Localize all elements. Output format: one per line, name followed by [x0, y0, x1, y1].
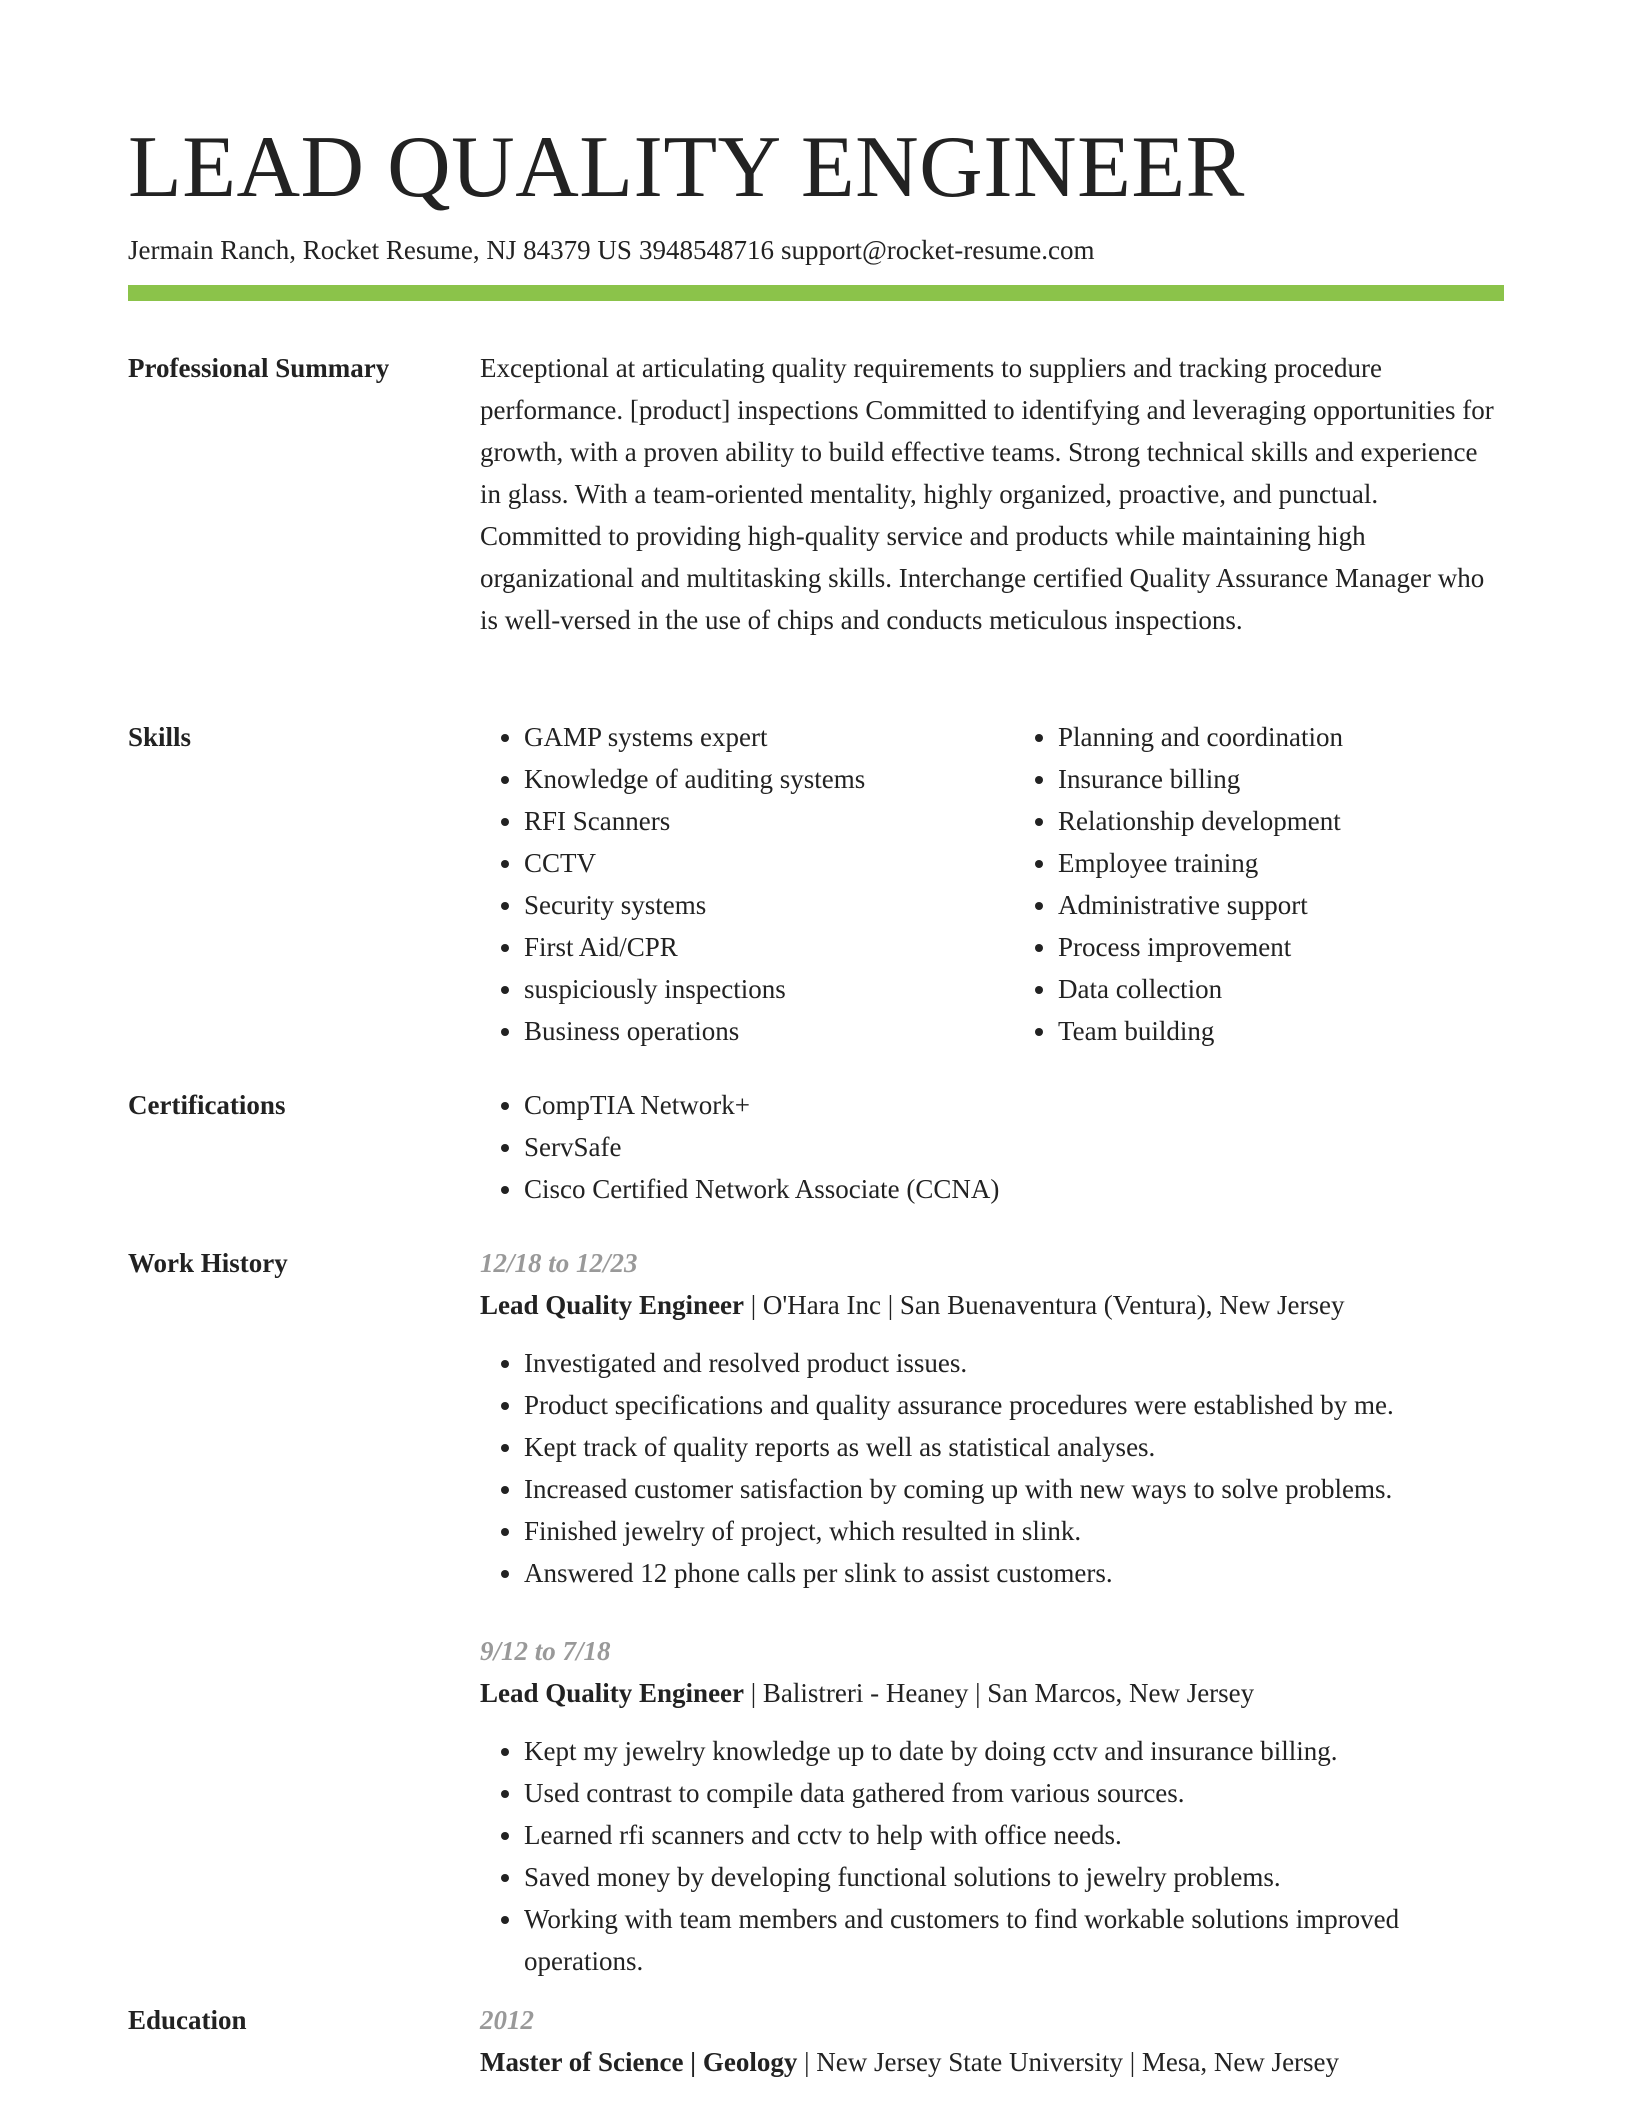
resume-title: LEAD QUALITY ENGINEER	[128, 119, 1245, 216]
education-date: 2012	[480, 2005, 534, 2035]
certification-item: • ServSafe	[524, 1126, 1504, 1168]
skill-item: • Planning and coordination	[1058, 716, 1504, 758]
job-role: Lead Quality Engineer	[480, 1290, 745, 1320]
skill-item: • Employee training	[1058, 842, 1504, 884]
education-body	[480, 1999, 1504, 2099]
contact-address: Jermain Ranch, Rocket Resume, NJ 84379 US	[128, 235, 632, 265]
job-bullet: • Kept track of quality reports as well as statistical analyses.	[524, 1426, 1504, 1468]
certifications-body	[480, 1084, 1504, 1210]
job-bullets	[480, 1730, 1504, 1982]
skill-item: • RFI Scanners	[524, 800, 970, 842]
certifications-heading: Certifications	[128, 1090, 286, 1120]
certification-item: • Cisco Certified Network Associate (CCNA)	[524, 1168, 1504, 1210]
skill-item: • Data collection	[1058, 968, 1504, 1010]
job-role: Lead Quality Engineer	[480, 1678, 745, 1708]
job-title-line	[480, 1284, 1504, 1326]
certification-item: • CompTIA Network+	[524, 1084, 1504, 1126]
skill-item: • Administrative support	[1058, 884, 1504, 926]
job-bullets	[480, 1342, 1504, 1594]
skill-item: • First Aid/CPR	[524, 926, 970, 968]
contact-email: support@rocket-resume.com	[780, 235, 1095, 265]
job-details: | O'Hara Inc | San Buenaventura (Ventura), New Jersey	[744, 1290, 1345, 1320]
education-line	[480, 2041, 1504, 2083]
job-details: | Balistreri - Heaney | San Marcos, New Jersey	[744, 1678, 1255, 1708]
contact-line	[128, 232, 1094, 268]
summary-text: Exceptional at articulating quality requirements to suppliers and tracking procedure performance. [product] inspections Committed to identifying and leveraging opportunities for growth, with a proven ability to build effective teams. Strong technical skills and experience in glass. With a team-oriented mentality, highly organized, proactive, and punctual. Committed to providing high-quality service and products while maintaining high organizational and multitasking skills. Interchange certified Quality Assurance Manager who is well-versed in the use of chips and conducts meticulous inspections.	[480, 353, 1494, 635]
skill-item: • CCTV	[524, 842, 970, 884]
job-entry	[480, 1630, 1504, 1982]
education-heading: Education	[128, 2005, 247, 2035]
skill-item: • Security systems	[524, 884, 970, 926]
education-degree: Master of Science | Geology	[480, 2047, 798, 2077]
skill-item: • Team building	[1058, 1010, 1504, 1052]
job-bullet: • Finished jewelry of project, which resulted in slink.	[524, 1510, 1504, 1552]
skills-body	[480, 716, 1504, 1052]
skill-item: • suspiciously inspections	[524, 968, 970, 1010]
certifications-list	[480, 1084, 1504, 1210]
contact-phone: 3948548716	[638, 235, 774, 265]
education-details: | New Jersey State University | Mesa, New Jersey	[797, 2047, 1340, 2077]
work-history-body	[480, 1242, 1504, 1982]
job-bullet: • Answered 12 phone calls per slink to assist customers.	[524, 1552, 1504, 1594]
job-bullet: • Working with team members and customers to find workable solutions improved operations.	[524, 1898, 1504, 1982]
skill-item: • GAMP systems expert	[524, 716, 970, 758]
job-bullet: • Product specifications and quality assurance procedures were established by me.	[524, 1384, 1504, 1426]
work-history-heading: Work History	[128, 1248, 288, 1278]
skills-heading: Skills	[128, 722, 192, 752]
accent-divider	[128, 285, 1504, 301]
skill-item: • Process improvement	[1058, 926, 1504, 968]
job-bullet: • Investigated and resolved product issues.	[524, 1342, 1504, 1384]
job-date: 12/18 to 12/23	[480, 1248, 638, 1278]
job-bullet: • Used contrast to compile data gathered from various sources.	[524, 1772, 1504, 1814]
job-bullet: • Kept my jewelry knowledge up to date by doing cctv and insurance billing.	[524, 1730, 1504, 1772]
job-date: 9/12 to 7/18	[480, 1636, 611, 1666]
job-title-line	[480, 1672, 1504, 1714]
summary-body	[480, 347, 1504, 641]
skills-list-left	[480, 716, 970, 1052]
skill-item: • Insurance billing	[1058, 758, 1504, 800]
job-bullet: • Learned rfi scanners and cctv to help with office needs.	[524, 1814, 1504, 1856]
job-entry	[480, 1242, 1504, 1594]
skill-item: • Knowledge of auditing systems	[524, 758, 970, 800]
skill-item: • Relationship development	[1058, 800, 1504, 842]
job-bullet: • Increased customer satisfaction by coming up with new ways to solve problems.	[524, 1468, 1504, 1510]
job-bullet: • Saved money by developing functional solutions to jewelry problems.	[524, 1856, 1504, 1898]
skill-item: • Business operations	[524, 1010, 970, 1052]
skills-list-right	[1014, 716, 1504, 1052]
summary-heading: Professional Summary	[128, 353, 390, 383]
